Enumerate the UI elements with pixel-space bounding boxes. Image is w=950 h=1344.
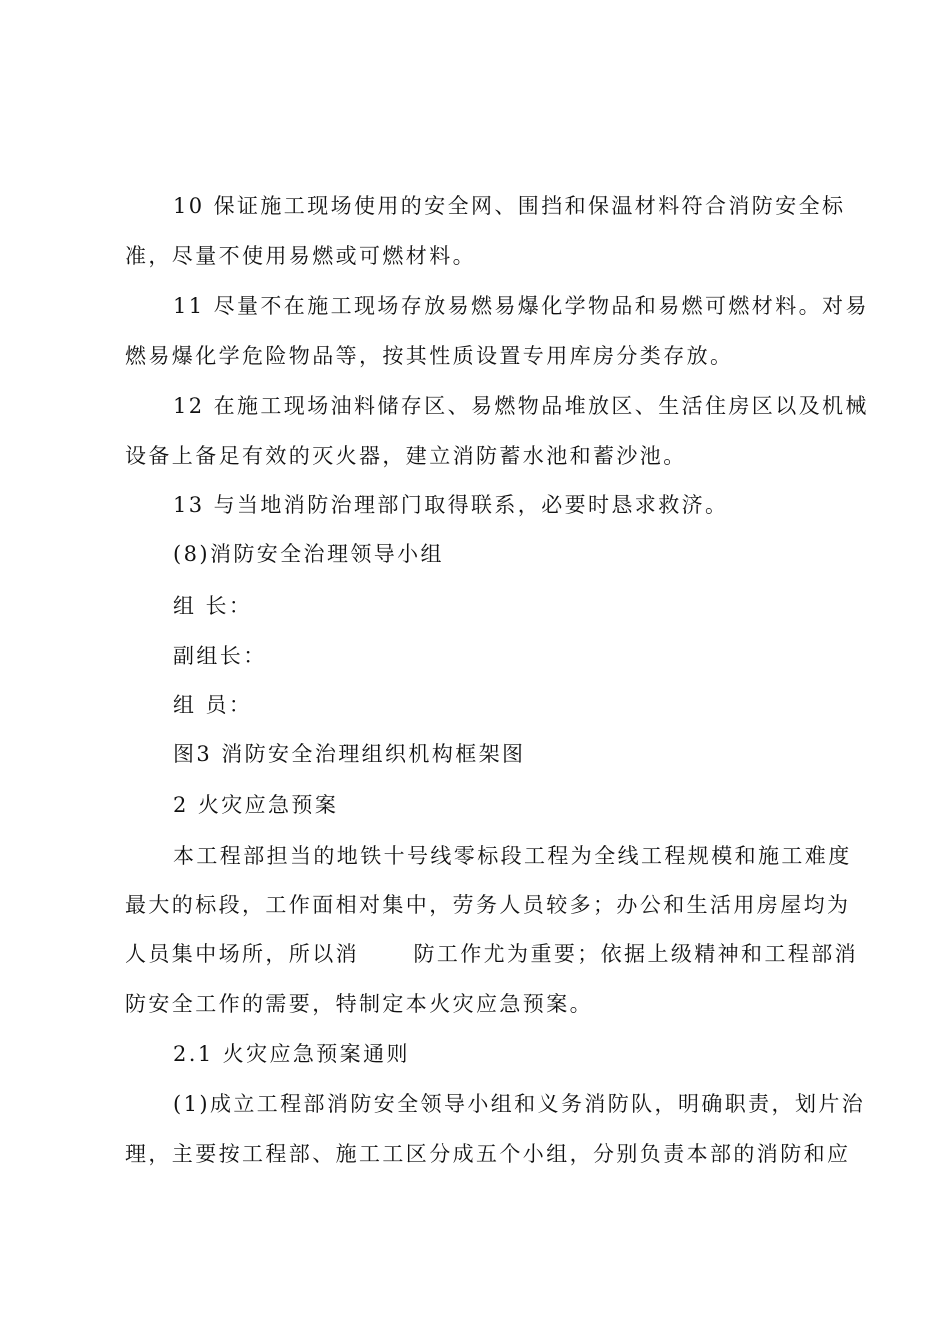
intro-line-2: 最大的标段，工作面相对集中，劳务人员较多；办公和生活用房屋均为 — [125, 893, 851, 917]
paragraph-11-line-2: 燃易爆化学危险物品等，按其性质设置专用库房分类存放。 — [125, 344, 734, 368]
intro-line-4: 防安全工作的需要，特制定本火灾应急预案。 — [125, 992, 593, 1016]
section-8-heading: (8)消防安全治理领导小组 — [173, 542, 444, 566]
leader-label: 组 长： — [173, 594, 253, 618]
section-2-heading: 2 火灾应急预案 — [173, 793, 339, 817]
paragraph-12-line-1: 12 在施工现场油料储存区、易燃物品堆放区、生活住房区以及机械 — [173, 394, 869, 418]
item-1-line-2: 理，主要按工程部、施工工区分成五个小组，分别负责本部的消防和应 — [125, 1142, 851, 1166]
paragraph-12-line-2: 设备上备足有效的灭火器，建立消防蓄水池和蓄沙池。 — [125, 444, 687, 468]
members-label: 组 员： — [173, 693, 253, 717]
paragraph-10-line-1: 10 保证施工现场使用的安全网、围挡和保温材料符合消防安全标 — [173, 194, 846, 218]
intro-line-1: 本工程部担当的地铁十号线零标段工程为全线工程规模和施工难度 — [173, 844, 852, 868]
paragraph-13-line-1: 13 与当地消防治理部门取得联系，必要时恳求救济。 — [173, 493, 729, 517]
deputy-leader-label: 副组长： — [173, 644, 267, 668]
item-1-line-1: (1)成立工程部消防安全领导小组和义务消防队，明确职责，划片治 — [173, 1092, 866, 1116]
intro-line-3: 人员集中场所，所以消 防工作尤为重要；依据上级精神和工程部消 — [125, 942, 859, 966]
paragraph-11-line-1: 11 尽量不在施工现场存放易燃易爆化学物品和易燃可燃材料。对易 — [173, 294, 869, 318]
figure-3-caption: 图3 消防安全治理组织机构框架图 — [173, 742, 526, 766]
paragraph-10-line-2: 准，尽量不使用易燃或可燃材料。 — [125, 244, 476, 268]
section-2-1-heading: 2.1 火灾应急预案通则 — [173, 1042, 410, 1066]
